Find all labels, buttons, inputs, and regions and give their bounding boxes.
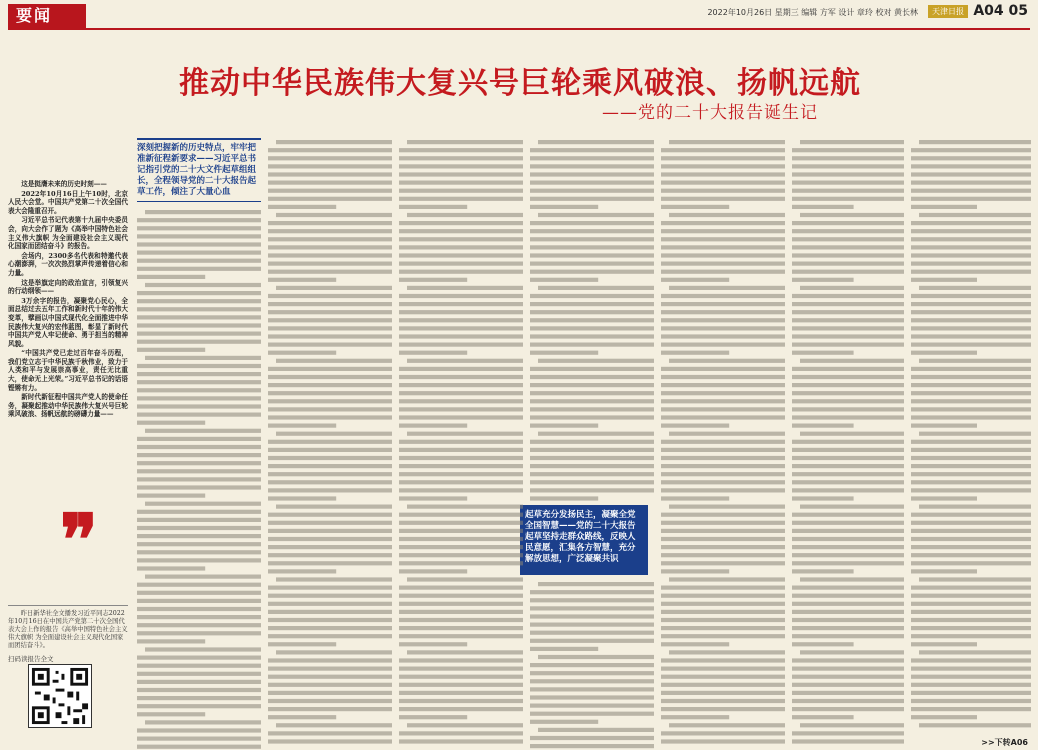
bottom-box-text: 昨日新华社全文播发习近平同志2022年10月16日在中国共产党第二十次全国代表大会上作的报告《高举中国特色社会主义伟大旗帜 为全面建设社会主义现代化国家而团结奋斗》。	[8, 610, 128, 650]
top-rule	[8, 28, 1030, 30]
bottom-box	[8, 605, 128, 745]
pull-quote-first: 深刻把握新的历史特点，牢牢把准新征程新要求——习近平总书记指引党的二十大文件起草组组长，全程领导党的二十大报告起草工作，倾注了大量心血	[137, 138, 261, 202]
lead-paragraph: 习近平总书记代表第十九届中央委员会，向大会作了题为《高举中国特色社会主义伟大旗帜 为全面建设社会主义现代化国家而团结奋斗》的报告。	[8, 216, 128, 251]
lead-paragraph: 2022年10月16日上午10时，北京人民大会堂。中国共产党第二十次全国代表大会隆重召开。	[8, 189, 128, 215]
header-meta: 2022年10月26日 星期三 编辑 方军 设计 章玲 校对 黄长林	[707, 8, 918, 17]
continue-next-page: >>下转A06	[981, 738, 1028, 747]
page-number: A04 05	[973, 3, 1028, 19]
lead-paragraph: 新时代新征程中国共产党人的使命任务，凝聚起推动中华民族伟大复兴号巨轮乘风破浪、扬帆远航的磅礴力量——	[8, 393, 128, 419]
headline: 推动中华民族伟大复兴号巨轮乘风破浪、扬帆远航	[179, 66, 861, 101]
qr-label: 扫码读报告全文	[8, 655, 54, 663]
section-tag: 要闻	[8, 4, 86, 28]
pull-quote-second: 起草充分发扬民主，凝聚全党全国智慧——党的二十大报告起草坚持走群众路线，反映人民意愿，汇集各方智慧，充分解放思想，广泛凝聚共识	[520, 505, 648, 575]
lead-paragraph: “中国共产党已走过百年奋斗历程，我们党立志于中华民族千秋伟业，致力于人类和平与发展崇高事业，责任无比重大，使命无上光荣。”习近平总书记的话语铿锵有力。	[8, 349, 128, 392]
qr-code-icon[interactable]	[28, 664, 92, 728]
subheadline: ——党的二十大报告诞生记	[602, 103, 818, 123]
top-bar	[0, 0, 1038, 30]
lead-paragraph: 这是举旗定向的政治宣言，引领复兴的行动纲领——	[8, 278, 128, 296]
lead-paragraph: 这是挺膺未来的历史时刻——	[21, 180, 107, 188]
edition-badge: 天津日报	[928, 5, 968, 18]
quote-mark-icon: ❞	[60, 498, 98, 581]
lead-paragraph: 3万余字的报告，凝聚党心民心，全面总结过去五年工作和新时代十年的伟大变革，擘画以中国式现代化全面推进中华民族伟大复兴的宏伟蓝图，彰显了新时代中国共产党人牢记使命、勇于担当的精神风貌。	[8, 296, 128, 348]
lead-paragraph: 会场内，2300多名代表和特邀代表心潮澎湃，一次次热烈掌声传递着信心和力量。	[8, 251, 128, 277]
